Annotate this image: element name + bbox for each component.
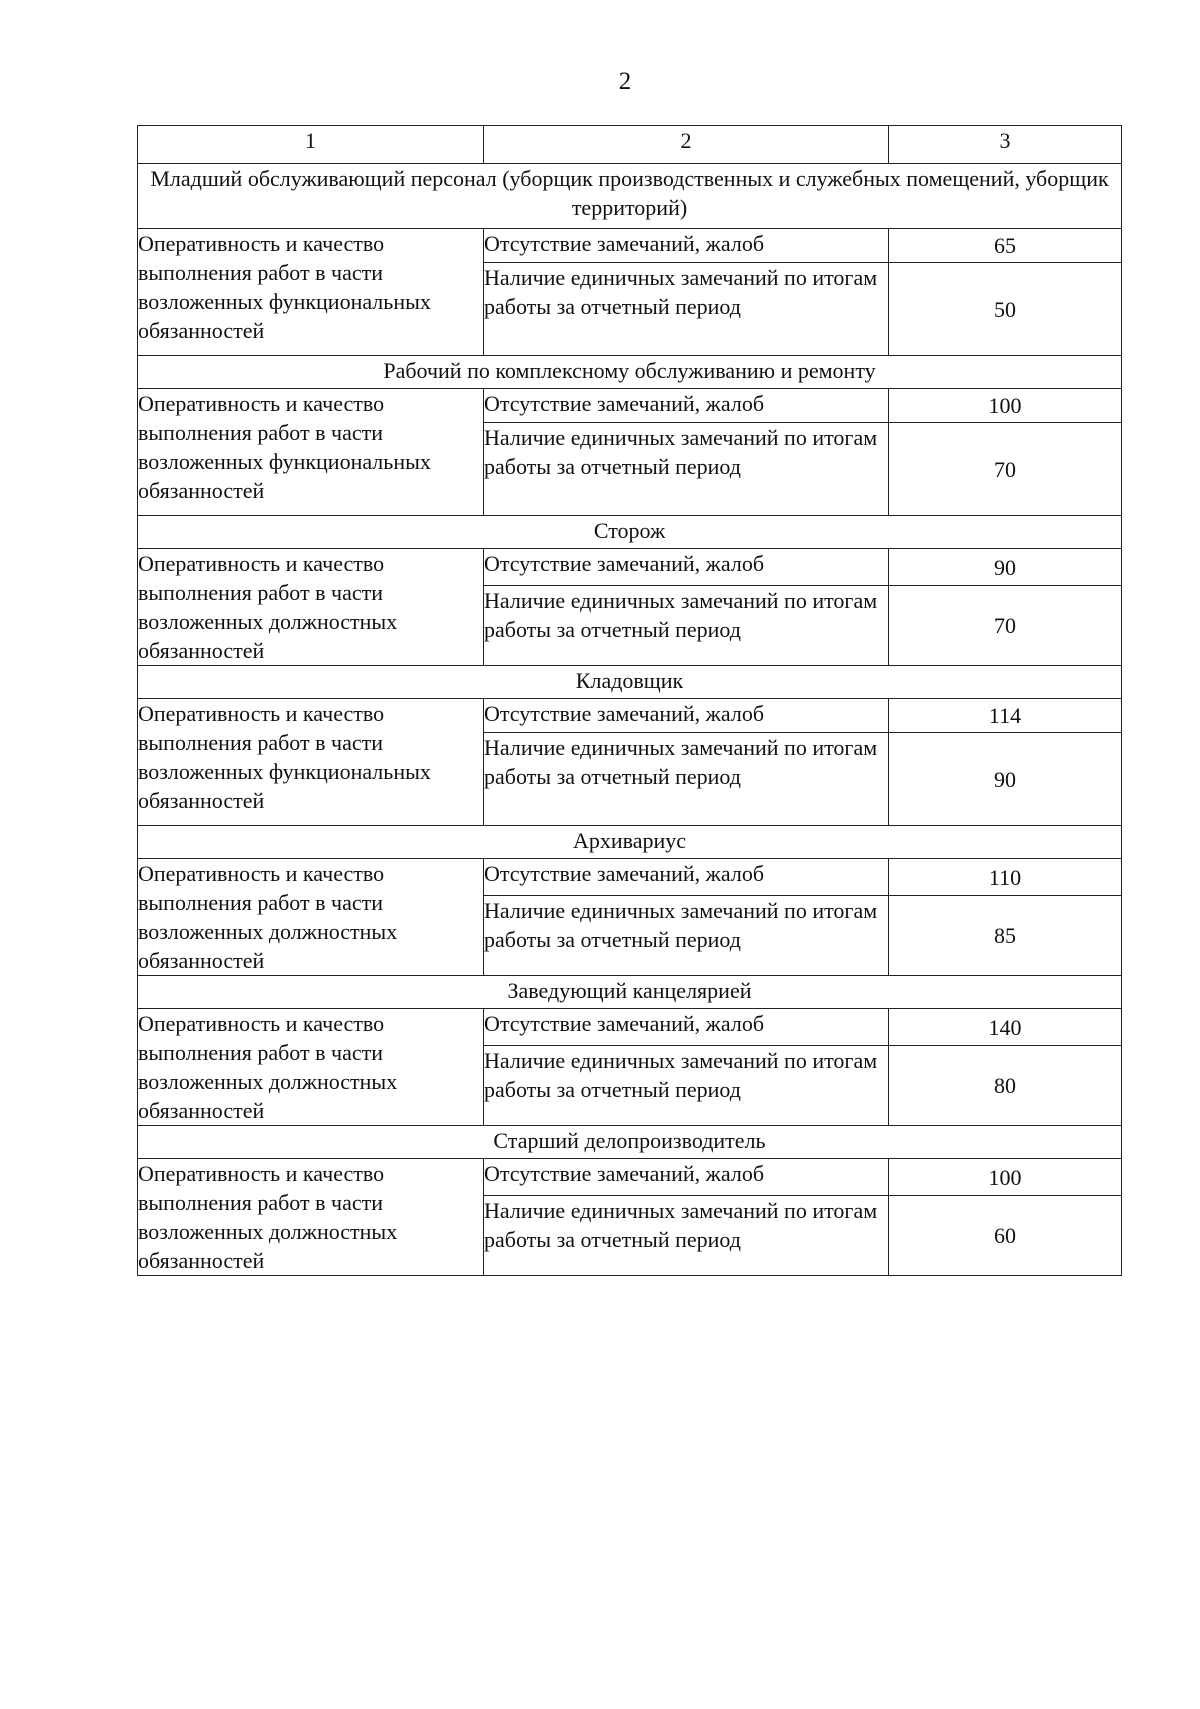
points-cell: 110 xyxy=(889,859,1122,896)
indicator-cell: Наличие единичных замечаний по итогам работы за отчетный период xyxy=(484,423,889,516)
criterion-cell: Оперативность и качество выполнения работ в части возложенных должностных обязанностей xyxy=(138,1009,484,1126)
section-title: Заведующий канцелярией xyxy=(138,976,1122,1009)
indicator-cell: Отсутствие замечаний, жалоб xyxy=(484,859,889,896)
indicator-cell: Отсутствие замечаний, жалоб xyxy=(484,389,889,423)
section-title-row xyxy=(138,1126,1122,1159)
indicator-cell: Отсутствие замечаний, жалоб xyxy=(484,1009,889,1046)
section-title-row xyxy=(138,356,1122,389)
points-cell: 65 xyxy=(889,229,1122,263)
points-cell: 70 xyxy=(889,423,1122,516)
section-title: Младший обслуживающий персонал (уборщик производственных и служебных помещений, уборщик территорий) xyxy=(138,164,1122,229)
points-cell: 85 xyxy=(889,896,1122,976)
points-cell: 90 xyxy=(889,549,1122,586)
points-cell: 100 xyxy=(889,1159,1122,1196)
criterion-cell: Оперативность и качество выполнения работ в части возложенных функциональных обязанностей xyxy=(138,389,484,516)
indicator-cell: Отсутствие замечаний, жалоб xyxy=(484,699,889,733)
criterion-cell: Оперативность и качество выполнения работ в части возложенных должностных обязанностей xyxy=(138,549,484,666)
indicator-row xyxy=(138,1159,1122,1196)
indicator-cell: Наличие единичных замечаний по итогам работы за отчетный период xyxy=(484,733,889,826)
indicator-row xyxy=(138,1009,1122,1046)
column-number-cell: 3 xyxy=(889,126,1122,164)
criterion-cell: Оперативность и качество выполнения работ в части возложенных должностных обязанностей xyxy=(138,859,484,976)
criteria-table xyxy=(137,125,1122,1276)
section-title-row xyxy=(138,516,1122,549)
points-cell: 50 xyxy=(889,263,1122,356)
points-cell: 90 xyxy=(889,733,1122,826)
indicator-cell: Наличие единичных замечаний по итогам работы за отчетный период xyxy=(484,896,889,976)
section-title: Кладовщик xyxy=(138,666,1122,699)
criterion-cell: Оперативность и качество выполнения работ в части возложенных должностных обязанностей xyxy=(138,1159,484,1276)
points-cell: 80 xyxy=(889,1046,1122,1126)
indicator-cell: Отсутствие замечаний, жалоб xyxy=(484,1159,889,1196)
indicator-cell: Наличие единичных замечаний по итогам работы за отчетный период xyxy=(484,1196,889,1276)
section-title: Рабочий по комплексному обслуживанию и ремонту xyxy=(138,356,1122,389)
section-title-row xyxy=(138,976,1122,1009)
indicator-cell: Наличие единичных замечаний по итогам работы за отчетный период xyxy=(484,263,889,356)
column-number-cell: 1 xyxy=(138,126,484,164)
points-cell: 140 xyxy=(889,1009,1122,1046)
criterion-cell: Оперативность и качество выполнения работ в части возложенных функциональных обязанностей xyxy=(138,699,484,826)
indicator-row xyxy=(138,389,1122,423)
indicator-cell: Отсутствие замечаний, жалоб xyxy=(484,549,889,586)
section-title: Архивариус xyxy=(138,826,1122,859)
section-title: Сторож xyxy=(138,516,1122,549)
indicator-row xyxy=(138,229,1122,263)
indicator-cell: Наличие единичных замечаний по итогам работы за отчетный период xyxy=(484,586,889,666)
points-cell: 114 xyxy=(889,699,1122,733)
page-number: 2 xyxy=(618,68,632,95)
indicator-cell: Отсутствие замечаний, жалоб xyxy=(484,229,889,263)
points-cell: 70 xyxy=(889,586,1122,666)
indicator-row xyxy=(138,859,1122,896)
indicator-row xyxy=(138,699,1122,733)
points-cell: 60 xyxy=(889,1196,1122,1276)
section-title-row xyxy=(138,666,1122,699)
column-number-cell: 2 xyxy=(484,126,889,164)
section-title-row xyxy=(138,826,1122,859)
points-cell: 100 xyxy=(889,389,1122,423)
column-number-row xyxy=(138,126,1122,164)
criterion-cell: Оперативность и качество выполнения работ в части возложенных функциональных обязанностей xyxy=(138,229,484,356)
indicator-row xyxy=(138,549,1122,586)
section-title: Старший делопроизводитель xyxy=(138,1126,1122,1159)
section-title-row xyxy=(138,164,1122,229)
indicator-cell: Наличие единичных замечаний по итогам работы за отчетный период xyxy=(484,1046,889,1126)
